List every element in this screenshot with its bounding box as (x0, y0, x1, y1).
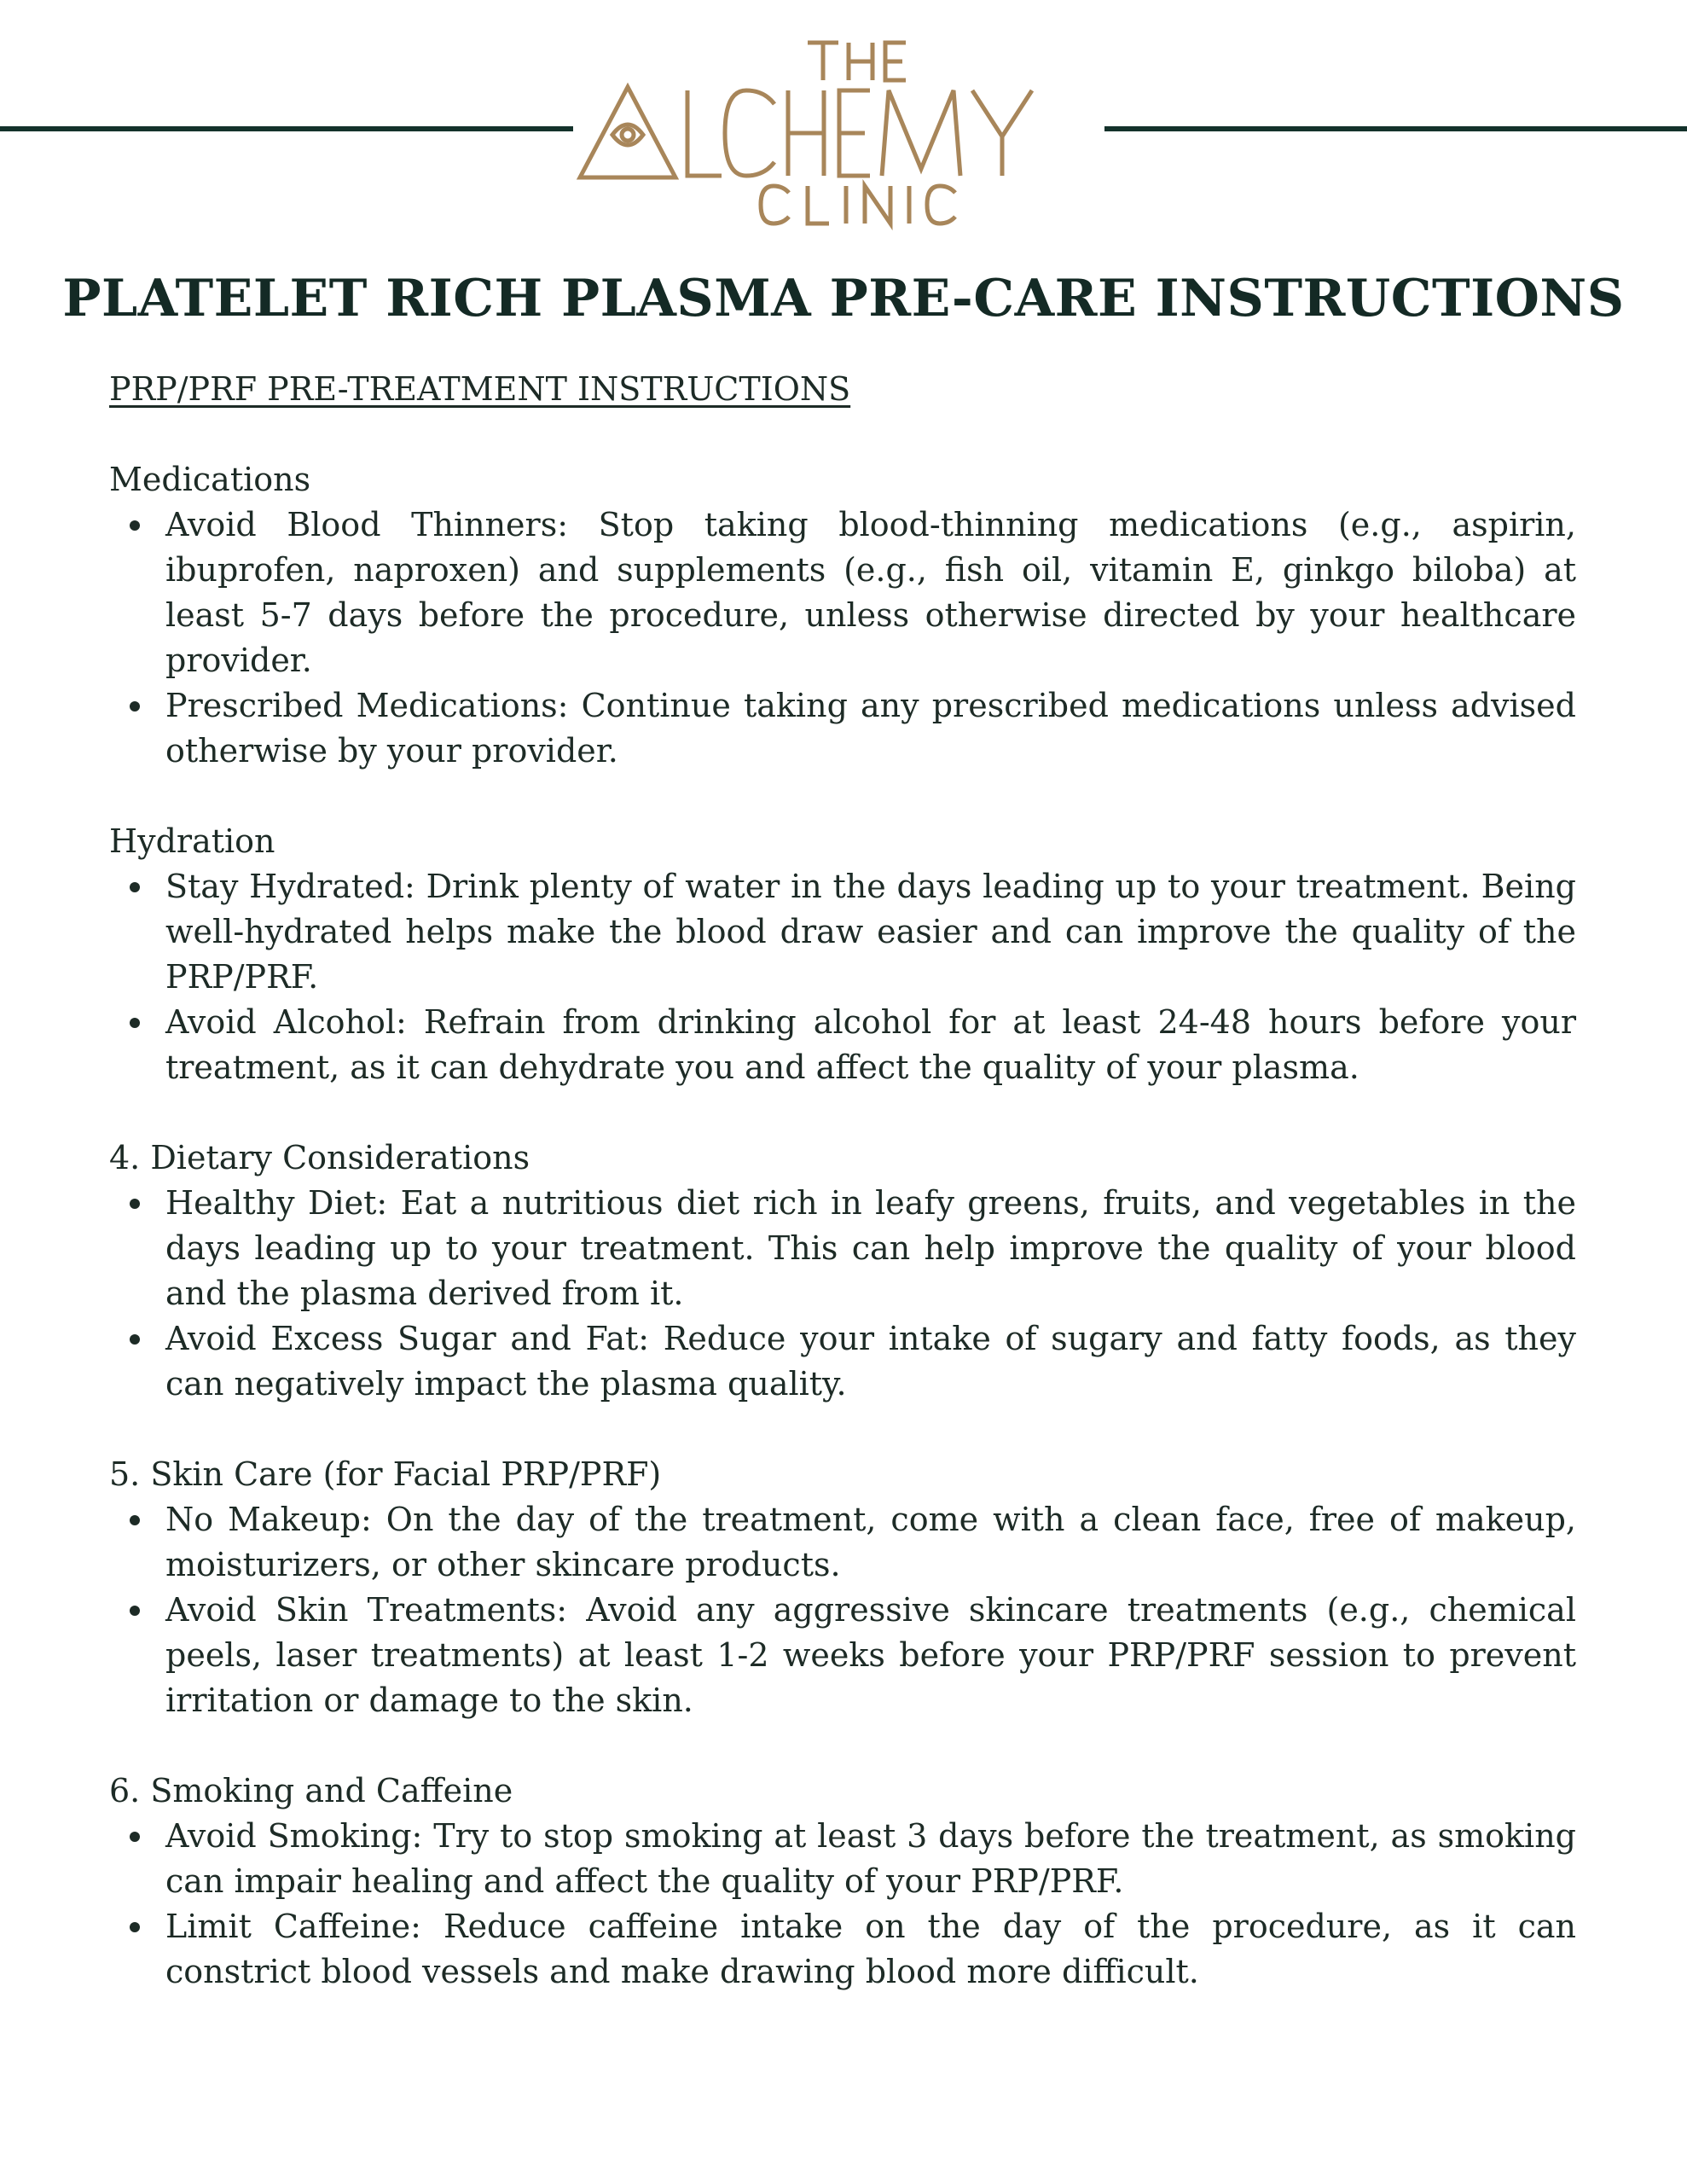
section-hydration (109, 819, 1576, 1090)
section-heading: Medications (109, 461, 311, 498)
bullet-list (109, 1497, 1576, 1723)
bullet-list (109, 502, 1576, 774)
section-skin-care (109, 1452, 1576, 1723)
header-rule-right (1104, 126, 1687, 131)
list-item: Healthy Diet: Eat a nutritious diet rich in leafy greens, fruits, and vegetables in the days leading up to your treatment. This can help improve the quality of your blood and the plasma derived from it. (109, 1181, 1576, 1316)
section-medications (109, 457, 1576, 774)
section-heading: Hydration (109, 822, 275, 860)
instructions-body (109, 367, 1576, 2040)
section-dietary-considerations (109, 1136, 1576, 1407)
list-item: Stay Hydrated: Drink plenty of water in the days leading up to your treatment. Being well-hydrated helps make the blood draw easier and can improve the quality of the PRP/PRF. (109, 864, 1576, 1000)
list-item: Avoid Skin Treatments: Avoid any aggressive skincare treatments (e.g., chemical peels, laser treatments) at least 1-2 weeks before your PRP/PRF session to prevent irritation or damage to the skin. (109, 1588, 1576, 1723)
list-item: Avoid Excess Sugar and Fat: Reduce your intake of sugary and fatty foods, as they can negatively impact the plasma quality. (109, 1316, 1576, 1407)
alchemy-clinic-logo-art (571, 26, 1117, 239)
bullet-list (109, 1814, 1576, 1995)
list-item: Prescribed Medications: Continue taking any prescribed medications unless advised otherwise by your provider. (109, 683, 1576, 774)
alchemy-clinic-logo (571, 26, 1117, 239)
bullet-list (109, 864, 1576, 1090)
list-item: Avoid Alcohol: Refrain from drinking alcohol for at least 24-48 hours before your treatment, as it can dehydrate you and affect the quality of your plasma. (109, 1000, 1576, 1090)
section-smoking-caffeine (109, 1769, 1576, 1995)
bullet-list (109, 1181, 1576, 1407)
instructions-subtitle: PRP/PRF PRE-TREATMENT INSTRUCTIONS (109, 370, 851, 408)
page-title: PLATELET RICH PLASMA PRE-CARE INSTRUCTIONS (62, 269, 1625, 328)
header (0, 0, 1687, 247)
section-heading: 6. Smoking and Caffeine (109, 1772, 513, 1809)
section-heading: 4. Dietary Considerations (109, 1139, 530, 1176)
list-item: Limit Caffeine: Reduce caffeine intake on the day of the procedure, as it can constrict blood vessels and make drawing blood more difficult. (109, 1904, 1576, 1995)
list-item: Avoid Smoking: Try to stop smoking at least 3 days before the treatment, as smoking can impair healing and affect the quality of your PRP/PRF. (109, 1814, 1576, 1904)
list-item: No Makeup: On the day of the treatment, come with a clean face, free of makeup, moisturizers, or other skincare products. (109, 1497, 1576, 1588)
list-item: Avoid Blood Thinners: Stop taking blood-thinning medications (e.g., aspirin, ibuprofen, naproxen) and supplements (e.g., fish oil, vitamin E, ginkgo biloba) at least 5-7 days before the procedure, unless otherwise directed by your healthcare provider. (109, 502, 1576, 683)
section-heading: 5. Skin Care (for Facial PRP/PRF) (109, 1455, 662, 1493)
header-rule-left (0, 126, 573, 131)
